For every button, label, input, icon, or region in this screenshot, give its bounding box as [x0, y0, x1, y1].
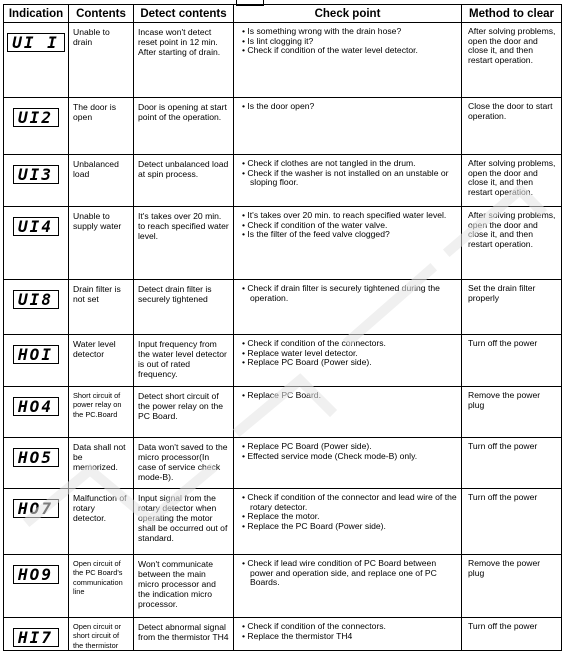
error-code-display: HI7	[13, 628, 59, 647]
detect-contents-cell: Detect drain filter is securely tightened	[134, 280, 234, 335]
table-row	[4, 555, 562, 618]
detect-contents-cell: Door is opening at start point of the operation.	[134, 98, 234, 155]
table-row	[4, 387, 562, 438]
bullet-icon: •	[242, 347, 248, 358]
check-point-item	[242, 169, 457, 188]
bullet-icon: •	[242, 441, 248, 451]
error-code-display: UI4	[13, 217, 59, 236]
check-point-item	[242, 522, 457, 532]
detect-contents-cell: Detect unbalanced load at spin process.	[134, 155, 234, 207]
check-point-text: Is lint clogging it?	[247, 35, 314, 46]
bullet-icon: •	[242, 450, 248, 461]
indication-cell	[4, 155, 69, 207]
bullet-icon: •	[242, 390, 248, 400]
check-point-text: Effected service mode (Check mode-B) only.	[247, 450, 418, 461]
bullet-icon: •	[242, 101, 248, 111]
error-code-display: HOI	[13, 345, 59, 364]
check-point-item	[242, 46, 457, 56]
detect-contents-cell: Detect abnormal signal from the thermistor TH4	[134, 618, 234, 651]
bullet-icon: •	[242, 26, 248, 36]
error-code-display: HO4	[13, 397, 59, 416]
check-point-text: Replace water level detector.	[247, 347, 358, 358]
contents-cell: Drain filter is not set	[69, 280, 134, 335]
check-point-text: It's takes over 20 min. to reach specified water level.	[247, 210, 447, 220]
contents-cell: Water level detector	[69, 335, 134, 387]
check-point-text: Check if condition of the water level detector.	[247, 45, 418, 56]
method-to-clear-cell: Remove the power plug	[462, 555, 562, 618]
header-check-point: Check point	[234, 5, 462, 23]
bullet-icon: •	[242, 511, 248, 522]
check-point-cell	[234, 98, 462, 155]
check-point-text: Is the door open?	[247, 101, 315, 111]
check-point-text: Check if condition of the connectors.	[247, 621, 386, 631]
check-point-text: Check if condition of the connector and lead wire of the rotary detector.	[247, 492, 457, 512]
detect-contents-cell: Data won't saved to the micro processor(In case of service check mode-B).	[134, 438, 234, 489]
detect-contents-cell: It's takes over 20 min. to reach specified water level.	[134, 207, 234, 280]
check-point-item	[242, 559, 457, 588]
table-row	[4, 207, 562, 280]
header-detect-contents: Detect contents	[134, 5, 234, 23]
check-point-text: Replace the motor.	[247, 511, 320, 522]
check-point-cell	[234, 280, 462, 335]
check-point-text: Replace the PC Board (Power side).	[247, 520, 386, 531]
bullet-icon: •	[242, 338, 248, 348]
header-indication: Indication	[4, 5, 69, 23]
table-row	[4, 98, 562, 155]
check-point-cell	[234, 335, 462, 387]
contents-cell: Unbalanced load	[69, 155, 134, 207]
method-to-clear-cell: Close the door to start operation.	[462, 98, 562, 155]
check-point-item	[242, 452, 457, 462]
contents-cell: Open circuit of the PC Board's communication line	[69, 555, 134, 618]
check-point-item	[242, 230, 457, 240]
contents-cell: Unable to drain	[69, 23, 134, 98]
detect-contents-cell: Input signal from the rotary detector when operating the motor shall be occurred out of standard.	[134, 489, 234, 555]
table-row	[4, 438, 562, 489]
check-point-text: Check if condition of the water valve.	[247, 219, 388, 230]
check-point-item	[242, 493, 457, 512]
bullet-icon: •	[242, 45, 248, 56]
error-code-display: UI2	[13, 108, 59, 127]
indication-cell	[4, 98, 69, 155]
method-to-clear-cell: Turn off the power	[462, 618, 562, 651]
check-point-text: Replace PC Board (Power side).	[247, 441, 372, 451]
check-point-cell	[234, 387, 462, 438]
indication-cell	[4, 555, 69, 618]
error-code-display: HO9	[13, 565, 59, 584]
header-method-to-clear: Method to clear	[462, 5, 562, 23]
check-point-cell	[234, 555, 462, 618]
contents-cell: Short circuit of power relay on the PC.Board	[69, 387, 134, 438]
method-to-clear-cell: Set the drain filter properly	[462, 280, 562, 335]
error-code-table	[3, 4, 562, 651]
bullet-icon: •	[242, 210, 248, 220]
check-point-text: Check if drain filter is securely tightened during the operation.	[247, 283, 440, 303]
error-code-display: UI I	[7, 33, 65, 52]
error-code-display: UI3	[13, 165, 59, 184]
check-point-item	[242, 358, 457, 368]
check-point-text: Is the filter of the feed valve clogged?	[247, 229, 390, 240]
check-point-text: Check if condition of the connectors.	[247, 338, 386, 348]
method-to-clear-cell: After solving problems, open the door and close it, and then restart operation.	[462, 207, 562, 280]
contents-cell: Open circuit or short circuit of the thermistor	[69, 618, 134, 651]
table-row	[4, 618, 562, 651]
check-point-text: Check if clothes are not tangled in the drum.	[247, 158, 416, 168]
method-to-clear-cell: After solving problems, open the door and close it, and then restart operation.	[462, 23, 562, 98]
check-point-item	[242, 391, 457, 401]
table-row	[4, 23, 562, 98]
bullet-icon: •	[242, 229, 248, 240]
check-point-text: Check if the washer is not installed on an unstable or sloping floor.	[247, 167, 449, 188]
bullet-icon: •	[242, 167, 248, 178]
table-row	[4, 280, 562, 335]
check-point-text: Is something wrong with the drain hose?	[247, 26, 402, 36]
bullet-icon: •	[242, 492, 248, 502]
check-point-text: Check if lead wire condition of PC Board between power and operation side, and replace one of PC Boards.	[247, 558, 437, 588]
check-point-text: Replace PC Board (Power side).	[247, 357, 372, 368]
method-to-clear-cell: After solving problems, open the door and close it, and then restart operation.	[462, 155, 562, 207]
indication-cell	[4, 207, 69, 280]
bullet-icon: •	[242, 357, 248, 368]
bullet-icon: •	[242, 630, 248, 641]
error-code-display: HO5	[13, 448, 59, 467]
indication-cell	[4, 618, 69, 651]
bullet-icon: •	[242, 158, 248, 168]
check-point-cell	[234, 155, 462, 207]
header-contents: Contents	[69, 5, 134, 23]
contents-cell: Malfunction of rotary detector.	[69, 489, 134, 555]
check-point-item	[242, 284, 457, 303]
check-point-text: Replace the thermistor TH4	[247, 630, 353, 641]
error-code-display: UI8	[13, 290, 59, 309]
table-row	[4, 489, 562, 555]
table-header-row	[4, 5, 562, 23]
bullet-icon: •	[242, 283, 248, 293]
method-to-clear-cell: Turn off the power	[462, 335, 562, 387]
detect-contents-cell: Detect short circuit of the power relay on the PC Board.	[134, 387, 234, 438]
bullet-icon: •	[242, 621, 248, 631]
check-point-cell	[234, 207, 462, 280]
indication-cell	[4, 280, 69, 335]
method-to-clear-cell: Turn off the power	[462, 489, 562, 555]
check-point-item	[242, 102, 457, 112]
check-point-text: Replace PC Board.	[247, 390, 321, 400]
check-point-cell	[234, 23, 462, 98]
indication-cell	[4, 23, 69, 98]
method-to-clear-cell: Remove the power plug	[462, 387, 562, 438]
method-to-clear-cell: Turn off the power	[462, 438, 562, 489]
table-row	[4, 335, 562, 387]
detect-contents-cell: Input frequency from the water level detector is out of rated frequency.	[134, 335, 234, 387]
check-point-cell	[234, 489, 462, 555]
table-row	[4, 155, 562, 207]
indication-cell	[4, 489, 69, 555]
contents-cell: Data shall not be memorized.	[69, 438, 134, 489]
detect-contents-cell: Incase won't detect reset point in 12 min. After starting of drain.	[134, 23, 234, 98]
error-code-display: HO7	[13, 499, 59, 518]
indication-cell	[4, 387, 69, 438]
contents-cell: The door is open	[69, 98, 134, 155]
bullet-icon: •	[242, 219, 248, 230]
bullet-icon: •	[242, 558, 248, 568]
indication-cell	[4, 335, 69, 387]
detect-contents-cell: Won't communicate between the main micro processor and the indication micro processor.	[134, 555, 234, 618]
indication-cell	[4, 438, 69, 489]
check-point-cell	[234, 438, 462, 489]
contents-cell: Unable to supply water	[69, 207, 134, 280]
check-point-item	[242, 632, 457, 642]
bullet-icon: •	[242, 35, 248, 46]
check-point-cell	[234, 618, 462, 651]
bullet-icon: •	[242, 520, 248, 531]
